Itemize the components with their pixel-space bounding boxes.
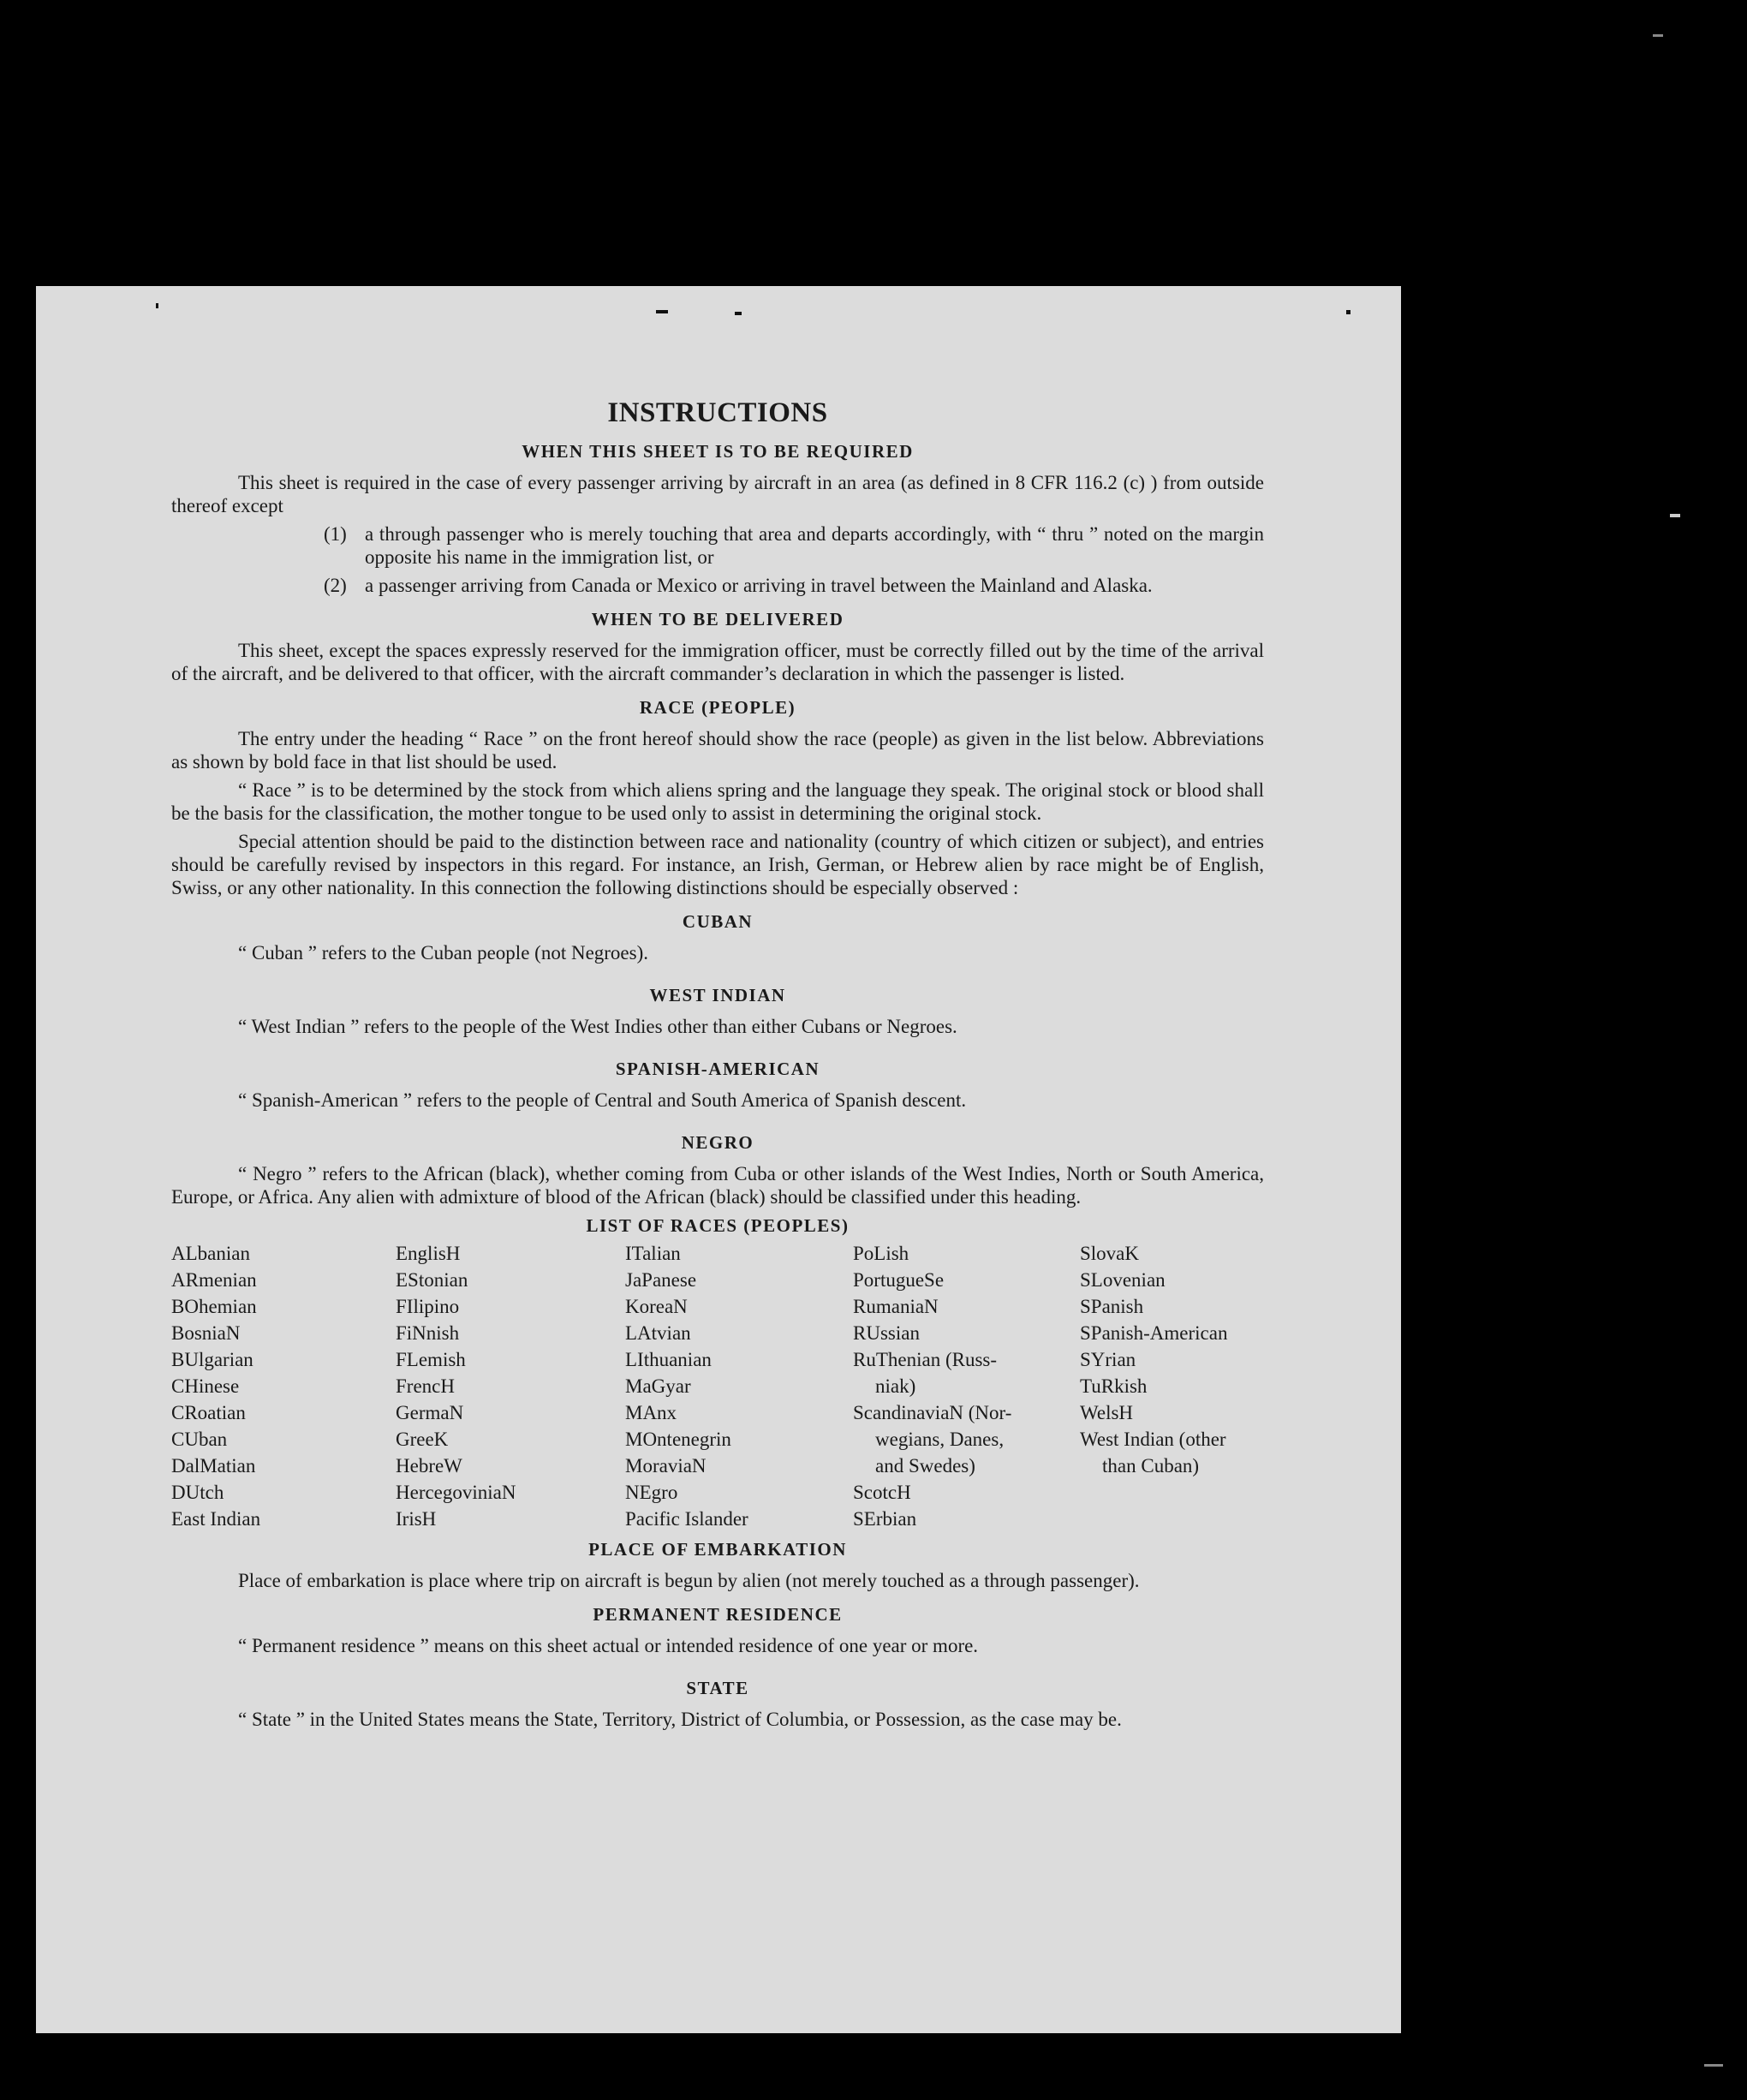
section-heading-west-indian: WEST INDIAN [649,985,786,1005]
race-entry: SLovenian [1080,1269,1166,1291]
scan-mark [1670,514,1680,517]
section-heading-embarkation: PLACE OF EMBARKATION [588,1539,847,1560]
race-entry: RuThenian (Russ- [853,1349,998,1370]
list-item [171,522,1264,569]
section-heading-residence: PERMANENT RESIDENCE [593,1604,843,1625]
list-item [171,574,1264,597]
section-heading-cuban: CUBAN [682,911,754,932]
races-list [171,1240,1264,1532]
races-column-5 [1080,1240,1264,1532]
races-column-1 [171,1240,396,1532]
race-entry: SYrian [1080,1349,1136,1370]
race-entry: RUssian [853,1322,920,1344]
race-entry: IrisH [396,1508,437,1530]
race-entry: Pacific Islander [625,1508,748,1530]
race-entry: CHinese [171,1375,240,1397]
item-number: (2) [324,575,347,596]
cuban-text: “ Cuban ” refers to the Cuban people (not Negroes). [238,942,649,963]
race-entry: JaPanese [625,1269,697,1291]
race-entry: SErbian [853,1508,917,1530]
race-paragraph-1: The entry under the heading “ Race ” on the front hereof should show the race (people) as given in the list below. Abbreviations as shown by bold face in that list should be used. [171,728,1264,773]
residence-text: “ Permanent residence ” means on this sheet actual or intended residence of one year or more. [238,1635,979,1656]
race-entry: LIthuanian [625,1349,712,1370]
scan-mark [1704,2064,1723,2067]
west-indian-text: “ West Indian ” refers to the people of the West Indies other than either Cubans or Negroes. [238,1016,957,1037]
race-entry: BUlgarian [171,1349,253,1370]
race-entry: ScotcH [853,1482,911,1503]
race-entry-continued: than Cuban) [1102,1455,1200,1477]
page-title: INSTRUCTIONS [607,397,828,428]
race-entry-continued: and Swedes) [875,1455,975,1477]
race-entry: CRoatian [171,1402,246,1423]
race-entry: ALbanian [171,1243,250,1264]
race-entry: FIlipino [396,1296,460,1317]
race-entry: SPanish [1080,1296,1144,1317]
race-entry: DalMatian [171,1455,256,1477]
scan-mark [656,310,668,313]
race-paragraph-2: “ Race ” is to be determined by the stock from which aliens spring and the language they speak. The original stock or blood shall be the basis for the classification, the mother tongue to be used only to assist in determining the original stock. [171,779,1264,824]
section-heading-delivered: WHEN TO BE DELIVERED [591,609,844,629]
race-entry: SPanish-American [1080,1322,1228,1344]
race-entry: RumaniaN [853,1296,939,1317]
races-column-4 [853,1240,1080,1532]
section-heading-spanish-american: SPANISH-AMERICAN [615,1059,820,1079]
section-heading-race: RACE (PEOPLE) [639,697,796,718]
races-column-3 [625,1240,853,1532]
race-entry: NEgro [625,1482,678,1503]
spanish-american-text: “ Spanish-American ” refers to the people of Central and South America of Spanish descent. [238,1089,967,1111]
section-heading-races-list: LIST OF RACES (PEOPLES) [586,1215,850,1236]
scan-mark [1653,34,1663,37]
scan-mark [156,303,158,308]
state-text: “ State ” in the United States means the State, Territory, District of Columbia, or Possession, as the case may be. [238,1709,1122,1730]
race-entry: GreeK [396,1429,449,1450]
race-entry-continued: niak) [875,1375,916,1397]
races-column-2 [396,1240,625,1532]
item-number: (1) [324,523,347,545]
section-heading-state: STATE [686,1678,749,1698]
section-heading-negro: NEGRO [681,1132,754,1153]
race-entry: DUtch [171,1482,224,1503]
required-intro: This sheet is required in the case of every passenger arriving by aircraft in an area (as defined in 8 CFR 116.2 (c) ) from outside thereof except [171,472,1264,516]
race-entry: SlovaK [1080,1243,1139,1264]
race-entry: KoreaN [625,1296,688,1317]
document-sheet [36,286,1401,2033]
item-text: a passenger arriving from Canada or Mexico or arriving in travel between the Mainland and Alaska. [365,575,1153,596]
race-entry: FiNnish [396,1322,460,1344]
race-entry: West Indian (other [1080,1429,1226,1450]
item-text: a through passenger who is merely touching that area and departs accordingly, with “ thru ” noted on the margin opposite his name in the immigration list, or [365,523,1264,568]
race-entry: TuRkish [1080,1375,1148,1397]
race-entry: FLemish [396,1349,466,1370]
race-entry: MAnx [625,1402,677,1423]
embarkation-text: Place of embarkation is place where trip on aircraft is begun by alien (not merely touched as a through passenger). [238,1570,1140,1591]
negro-text: “ Negro ” refers to the African (black), whether coming from Cuba or other islands of the West Indies, North or South America, Europe, or Africa. Any alien with admixture of blood of the African (black) should be classified under this heading. [171,1163,1264,1208]
race-entry: MaGyar [625,1375,691,1397]
race-entry-continued: wegians, Danes, [875,1429,1005,1450]
document-content [171,397,1264,1731]
race-entry: EnglisH [396,1243,461,1264]
race-entry: ScandinaviaN (Nor- [853,1402,1012,1423]
race-entry: FrencH [396,1375,455,1397]
race-entry: BOhemian [171,1296,257,1317]
race-entry: HebreW [396,1455,462,1477]
race-entry: MOntenegrin [625,1429,731,1450]
race-entry: ARmenian [171,1269,257,1291]
race-entry: PoLish [853,1243,909,1264]
section-heading-required: WHEN THIS SHEET IS TO BE REQUIRED [522,441,914,462]
race-entry: HercegoviniaN [396,1482,516,1503]
race-entry: WelsH [1080,1402,1134,1423]
scan-mark [1346,310,1350,314]
scan-mark [735,312,742,315]
delivered-text: This sheet, except the spaces expressly reserved for the immigration officer, must be correctly filled out by the time of the arrival of the aircraft, and be delivered to that officer, with the aircraft commander’s declaration in which the passenger is listed. [171,640,1264,684]
race-paragraph-3: Special attention should be paid to the distinction between race and nationality (country of which citizen or subject), and entries should be carefully revised by inspectors in this regard. For instance, an Irish, German, or Hebrew alien by race might be of English, Swiss, or any other nationality. In this connection the following distinctions should be especially observed : [171,831,1264,898]
race-entry: BosniaN [171,1322,241,1344]
race-entry: LAtvian [625,1322,691,1344]
race-entry: ITalian [625,1243,681,1264]
race-entry: CUban [171,1429,228,1450]
race-entry: EStonian [396,1269,468,1291]
race-entry: PortugueSe [853,1269,945,1291]
race-entry: MoraviaN [625,1455,707,1477]
race-entry: East Indian [171,1508,261,1530]
race-entry: GermaN [396,1402,464,1423]
